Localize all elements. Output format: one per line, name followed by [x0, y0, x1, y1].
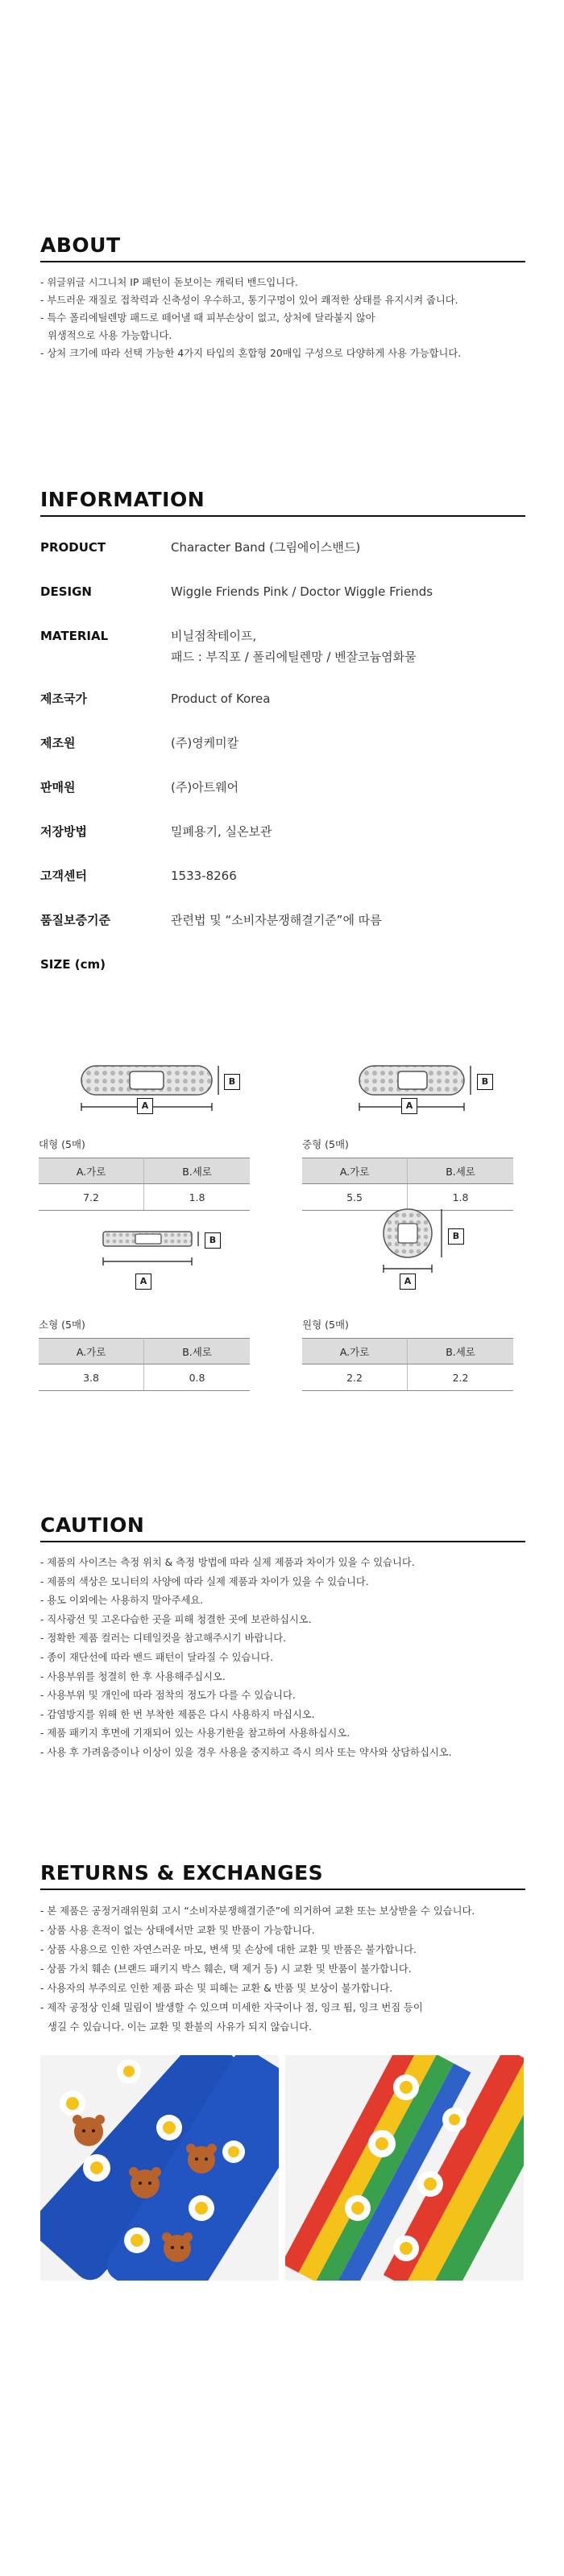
dimension-a-marker: A [135, 1274, 151, 1290]
info-row-quality [40, 912, 525, 956]
information-title: INFORMATION [40, 488, 205, 511]
caution-divider [40, 1541, 525, 1542]
size-table [302, 1338, 513, 1391]
returns-title: RETURNS & EXCHANGES [40, 1861, 324, 1885]
info-row-size [40, 956, 525, 1001]
round-size-block [302, 1317, 513, 1391]
dimension-b-marker: B [477, 1074, 493, 1090]
about-divider [40, 261, 525, 262]
col-b-header: B.세로 [408, 1158, 513, 1184]
round-band-illustration [379, 1204, 459, 1277]
caution-bullet: - 제품 패키지 후면에 기재되어 있는 사용기한을 참고하여 사용하십시오. [40, 1728, 350, 1740]
caution-bullets [40, 1554, 525, 1763]
large-size-block [39, 1137, 250, 1211]
product-photo-rainbow-daisy [285, 2055, 524, 2281]
info-row-material [40, 628, 525, 691]
returns-section [40, 1861, 525, 2037]
size-b-value: 1.8 [408, 1184, 513, 1211]
info-label: MATERIAL [40, 629, 109, 643]
col-a-header: A.가로 [39, 1158, 144, 1184]
info-value: Product of Korea [171, 691, 271, 706]
info-value: (주)영케미칼 [171, 736, 239, 750]
info-row-customer-center [40, 868, 525, 912]
returns-bullet: - 제작 공정상 인쇄 밀림이 발생할 수 있으며 미세한 자국이나 점, 잉크 튐, 잉크 번짐 등이 [40, 2002, 423, 2013]
returns-bullet: 생길 수 있습니다. 이는 교환 및 환불의 사유가 되지 않습니다. [48, 2021, 313, 2033]
medium-size-block [302, 1137, 513, 1211]
info-value: 비닐점착테이프, 패드 : 부직포 / 폴리에틸렌망 / 벤잘코늄염화물 [171, 629, 417, 664]
info-row-country [40, 691, 525, 735]
caution-bullet: - 사용부위 및 개인에 따라 점착의 정도가 다를 수 있습니다. [40, 1690, 296, 1702]
caution-bullet: - 직사광선 및 고온다습한 곳을 피해 청결한 곳에 보관하십시오. [40, 1613, 312, 1625]
returns-divider [40, 1889, 525, 1890]
small-band-illustration [98, 1225, 211, 1274]
size-table [39, 1158, 250, 1211]
about-bullet: - 특수 폴리에틸렌망 패드로 떼어낼 때 피부손상이 없고, 상처에 달라붙지 않아 [40, 312, 375, 324]
size-label: SIZE (cm) [40, 957, 106, 972]
dimension-b-marker: B [205, 1232, 221, 1249]
size-a-value: 2.2 [302, 1364, 408, 1391]
info-label: DESIGN [40, 584, 92, 599]
returns-bullet: - 본 제품은 공정거래위원회 고시 “소비자분쟁해결기준”에 의거하여 교환 또는 보상받을 수 있습니다. [40, 1905, 475, 1917]
col-a-header: A.가로 [39, 1339, 144, 1364]
size-b-value: 2.2 [408, 1364, 513, 1391]
size-b-value: 0.8 [144, 1364, 250, 1391]
small-size-block [39, 1317, 250, 1391]
size-caption: 소형 (5매) [39, 1319, 85, 1331]
size-caption: 중형 (5매) [302, 1138, 349, 1150]
returns-bullet: - 상품 가치 훼손 (브랜드 패키지 박스 훼손, 택 제거 등) 시 교환 및 반품이 불가합니다. [40, 1963, 412, 1975]
size-b-value: 1.8 [144, 1184, 250, 1211]
info-value: Character Band (그림에이스밴드) [171, 540, 361, 555]
returns-bullet: - 상품 사용 흔적이 없는 상태에서만 교환 및 반품이 가능합니다. [40, 1925, 315, 1936]
about-bullet: - 위글위글 시그니처 IP 패턴이 돋보이는 캐릭터 밴드입니다. [40, 277, 298, 288]
dimension-a-marker: A [137, 1098, 153, 1114]
info-row-design [40, 584, 525, 628]
caution-bullet: - 사용부위를 청결히 한 후 사용해주십시오. [40, 1670, 226, 1682]
about-bullet: - 상처 크기에 따라 선택 가능한 4가지 타입의 혼합형 20매입 구성으로 다양하게 사용 가능합니다. [40, 348, 462, 359]
about-bullets [40, 274, 525, 362]
size-caption: 원형 (5매) [302, 1319, 349, 1331]
col-a-header: A.가로 [302, 1339, 408, 1364]
dimension-a-marker: A [400, 1274, 416, 1290]
info-value: 관련법 및 “소비자분쟁해결기준”에 따름 [171, 913, 382, 927]
info-label: 판매원 [40, 780, 76, 795]
info-label: PRODUCT [40, 540, 106, 555]
info-label: 저장방법 [40, 824, 87, 839]
caution-bullet: - 감염방지를 위해 한 번 부착한 제품은 다시 사용하지 마십시오. [40, 1708, 315, 1720]
dimension-a-marker: A [401, 1098, 417, 1114]
info-row-manufacturer [40, 735, 525, 779]
size-a-value: 7.2 [39, 1184, 144, 1211]
size-caption: 대형 (5매) [39, 1138, 85, 1150]
caution-bullet: - 제품의 사이즈는 측정 위치 & 측정 방법에 따라 실제 제품과 차이가 있을 수 있습니다. [40, 1557, 415, 1568]
caution-bullet: - 용도 이외에는 사용하지 말아주세요. [40, 1595, 204, 1607]
info-value: (주)아트웨어 [171, 780, 239, 795]
about-bullet: 위생적으로 사용 가능합니다. [48, 330, 172, 341]
col-a-header: A.가로 [302, 1158, 408, 1184]
caution-title: CAUTION [40, 1513, 145, 1537]
info-value: 1533-8266 [171, 869, 237, 883]
caution-bullet: - 사용 후 가려움증이나 이상이 있을 경우 사용을 중지하고 즉시 의사 또는 약사와 상담하십시오. [40, 1746, 452, 1758]
caution-bullet: - 정확한 제품 컬러는 디테일컷을 참고해주시기 바랍니다. [40, 1633, 287, 1645]
caution-bullet: - 종이 재단선에 따라 밴드 패턴이 달라질 수 있습니다. [40, 1651, 274, 1663]
col-b-header: B.세로 [144, 1339, 250, 1364]
information-section [40, 488, 525, 1001]
about-section [40, 233, 525, 362]
about-title: ABOUT [40, 233, 121, 257]
info-row-product [40, 539, 525, 584]
info-value: 밀폐용기, 실온보관 [171, 824, 272, 839]
dimension-b-marker: B [448, 1228, 464, 1245]
size-table [302, 1158, 513, 1211]
info-row-storage [40, 824, 525, 868]
size-table [39, 1338, 250, 1391]
info-row-seller [40, 779, 525, 824]
dimension-b-marker: B [224, 1074, 240, 1090]
about-bullet: - 부드러운 재질로 접착력과 신축성이 우수하고, 통기구멍이 있어 쾌적한 상태를 유지시켜 줍니다. [40, 295, 458, 306]
returns-bullets [40, 1901, 525, 2037]
returns-bullet: - 사용자의 부주의로 인한 제품 파손 및 피해는 교환 & 반품 및 보상이 불가합니다. [40, 1983, 392, 1994]
caution-section [40, 1513, 525, 1763]
info-label: 품질보증기준 [40, 913, 110, 927]
size-a-value: 5.5 [302, 1184, 408, 1211]
col-b-header: B.세로 [408, 1339, 513, 1364]
caution-bullet: - 제품의 색상은 모니터의 사양에 따라 실제 제품과 차이가 있을 수 있습니다. [40, 1575, 369, 1587]
size-a-value: 3.8 [39, 1364, 144, 1391]
returns-bullet: - 상품 사용으로 인한 자연스러운 마모, 변색 및 손상에 대한 교환 및 반품은 불가합니다. [40, 1944, 417, 1955]
product-photo-blue-bear [40, 2055, 279, 2281]
info-label: 고객센터 [40, 869, 87, 883]
info-value: Wiggle Friends Pink / Doctor Wiggle Friends [171, 584, 433, 599]
info-label: 제조국가 [40, 691, 87, 706]
info-label: 제조원 [40, 736, 76, 750]
col-b-header: B.세로 [144, 1158, 250, 1184]
